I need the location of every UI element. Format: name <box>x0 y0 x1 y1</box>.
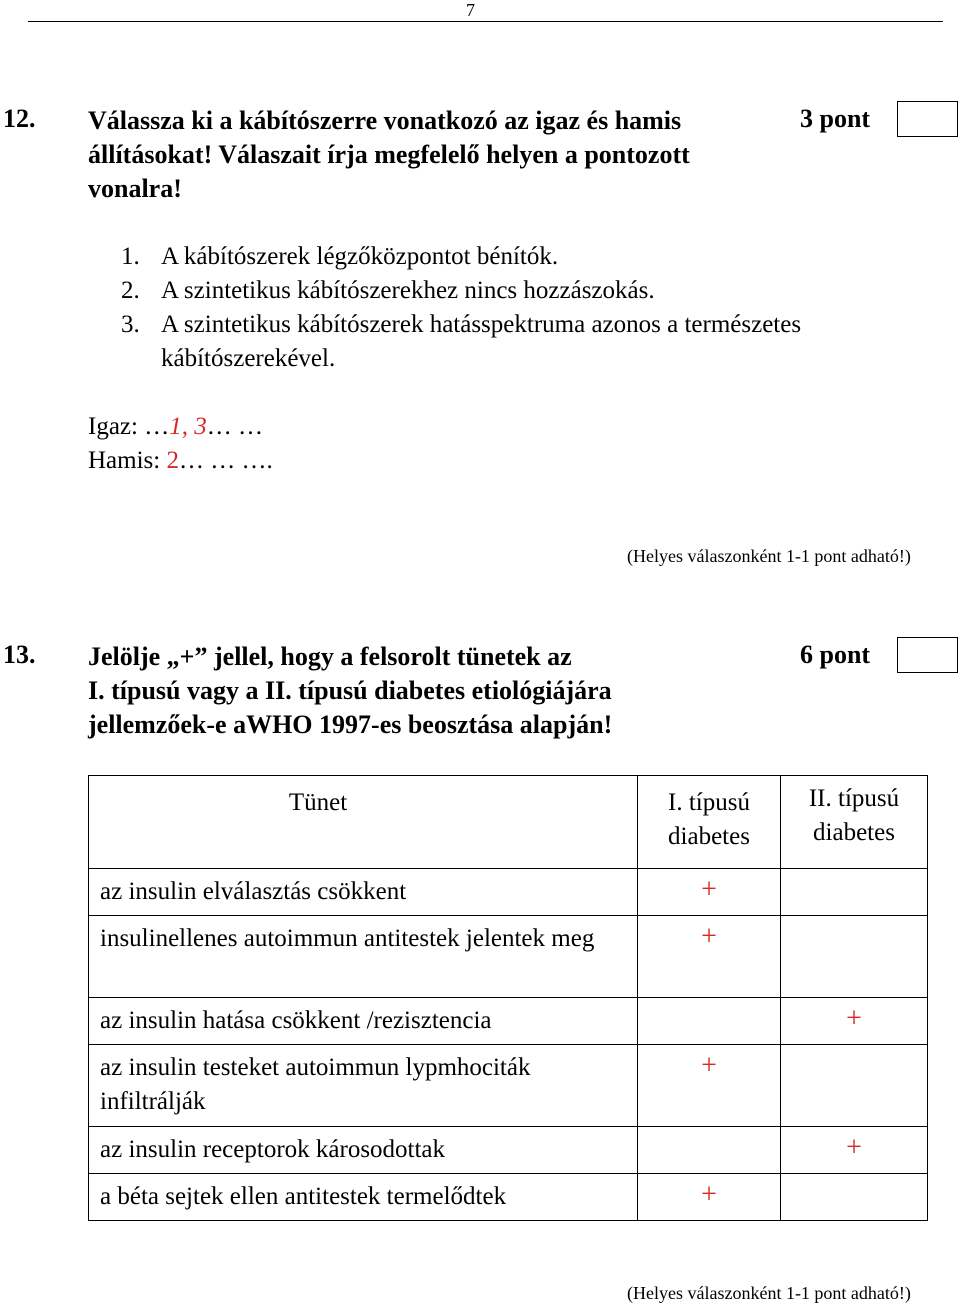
table-row <box>89 869 928 916</box>
q12-statement-2 <box>121 274 140 308</box>
type2-cell[interactable] <box>781 869 928 916</box>
plus-mark <box>781 869 927 873</box>
q12-prompt <box>88 104 690 206</box>
true-suffix-dots: … … <box>206 413 263 440</box>
page-number: 7 <box>466 0 475 20</box>
plus-mark: + <box>701 874 717 905</box>
type1-cell[interactable] <box>638 998 781 1045</box>
header-type1 <box>638 776 780 854</box>
true-answer[interactable]: 1, 3 <box>169 413 207 440</box>
header-cell-type2 <box>781 776 928 869</box>
plus-mark: + <box>701 1050 717 1081</box>
plus-mark <box>638 998 780 1002</box>
q12-statement-1-text: A kábítószerek légzőközpontot bénítók. <box>161 243 559 270</box>
symptom-text: az insulin hatása csökkent /rezisztencia <box>100 1007 492 1034</box>
symptom-cell <box>89 869 638 916</box>
false-suffix-dots: … … …. <box>178 447 273 474</box>
symptom-cell <box>89 998 638 1045</box>
symptom-table <box>88 775 928 1221</box>
header-type2-line: diabetes <box>813 819 895 846</box>
table-row <box>89 1174 928 1221</box>
q13-prompt-line: jellemzőek-e aWHO 1997-es beosztása alapján! <box>88 710 613 739</box>
type1-cell[interactable] <box>638 1174 781 1221</box>
q12-true-answer-line <box>88 410 263 444</box>
q12-prompt-line: vonalra! <box>88 174 182 203</box>
statement-line: A szintetikus kábítószerek hatásspektruma azonos a természetes <box>161 311 802 338</box>
true-label: Igaz: <box>88 413 145 440</box>
header-type1-line: I. típusú <box>668 789 750 816</box>
false-answer[interactable]: 2 <box>166 447 179 474</box>
q12-scoring-note: (Helyes válaszonként 1-1 pont adható!) <box>627 546 911 566</box>
plus-mark: + <box>701 1179 717 1210</box>
symptom-cell <box>89 916 638 998</box>
symptom-text: az insulin testeket autoimmun lypmhociták infiltrálják <box>100 1054 531 1115</box>
type1-cell[interactable] <box>638 1127 781 1174</box>
header-cell-type1 <box>638 776 781 869</box>
symptom-cell <box>89 1045 638 1127</box>
table-header-row <box>89 776 928 869</box>
statement-number: 2. <box>121 277 140 304</box>
type1-cell[interactable] <box>638 1045 781 1127</box>
symptom-text: az insulin receptorok károsodottak <box>100 1136 446 1163</box>
symptom-text: a béta sejtek ellen antitestek termelődtek <box>100 1183 507 1210</box>
plus-mark <box>781 1045 927 1049</box>
type1-cell[interactable] <box>638 869 781 916</box>
q13-prompt-line: Jelölje „+” jellel, hogy a felsorolt tünetek az <box>88 642 572 671</box>
q12-statement-3-text <box>161 308 921 376</box>
plus-mark <box>781 916 927 920</box>
true-prefix-dots: … <box>144 413 170 440</box>
q12-score-box[interactable] <box>897 101 958 137</box>
type2-cell[interactable] <box>781 998 928 1045</box>
plus-mark: + <box>846 1132 862 1163</box>
symptom-text: insulinellenes autoimmun antitestek jelentek meg <box>100 925 595 952</box>
table-row <box>89 1045 928 1127</box>
table-row <box>89 916 928 998</box>
q13-number: 13. <box>3 640 36 669</box>
header-cell-symptom <box>89 776 638 869</box>
q13-prompt-line: I. típusú vagy a II. típusú diabetes etiológiájára <box>88 676 612 705</box>
statement-number: 3. <box>121 311 140 338</box>
statement-line: kábítószerekével. <box>161 345 336 372</box>
q12-false-answer-line <box>88 444 273 478</box>
q12-number: 12. <box>3 104 36 133</box>
plus-mark <box>781 1174 927 1178</box>
type2-cell[interactable] <box>781 1174 928 1221</box>
plus-mark <box>638 1127 780 1131</box>
header-type2 <box>781 776 927 856</box>
type2-cell[interactable] <box>781 916 928 998</box>
header-type1-line: diabetes <box>668 823 750 850</box>
plus-mark: + <box>701 921 717 952</box>
q12-prompt-line: Válassza ki a kábítószerre vonatkozó az igaz és hamis <box>88 106 682 135</box>
q12-prompt-line: állításokat! Válaszait írja megfelelő helyen a pontozott <box>88 140 690 169</box>
false-label: Hamis: <box>88 447 167 474</box>
type2-cell[interactable] <box>781 1127 928 1174</box>
symptom-cell <box>89 1174 638 1221</box>
q13-points: 6 pont <box>800 640 871 669</box>
q12-points: 3 pont <box>800 104 871 133</box>
q13-prompt <box>88 640 612 742</box>
q13-score-box[interactable] <box>897 637 958 673</box>
q13-scoring-note: (Helyes válaszonként 1-1 pont adható!) <box>627 1283 911 1303</box>
symptom-text: az insulin elválasztás csökkent <box>100 878 407 905</box>
q12-statement-2-text: A szintetikus kábítószerekhez nincs hozzászokás. <box>161 277 655 304</box>
header-rule <box>28 21 943 22</box>
header-type2-line: II. típusú <box>808 785 900 812</box>
type1-cell[interactable] <box>638 916 781 998</box>
type2-cell[interactable] <box>781 1045 928 1127</box>
header-symptom: Tünet <box>288 789 348 816</box>
table-row <box>89 1127 928 1174</box>
statement-number: 1. <box>121 243 140 270</box>
symptom-cell <box>89 1127 638 1174</box>
q12-statement-1 <box>121 240 140 274</box>
q12-statement-3 <box>121 308 140 342</box>
plus-mark: + <box>846 1003 862 1034</box>
table-row <box>89 998 928 1045</box>
